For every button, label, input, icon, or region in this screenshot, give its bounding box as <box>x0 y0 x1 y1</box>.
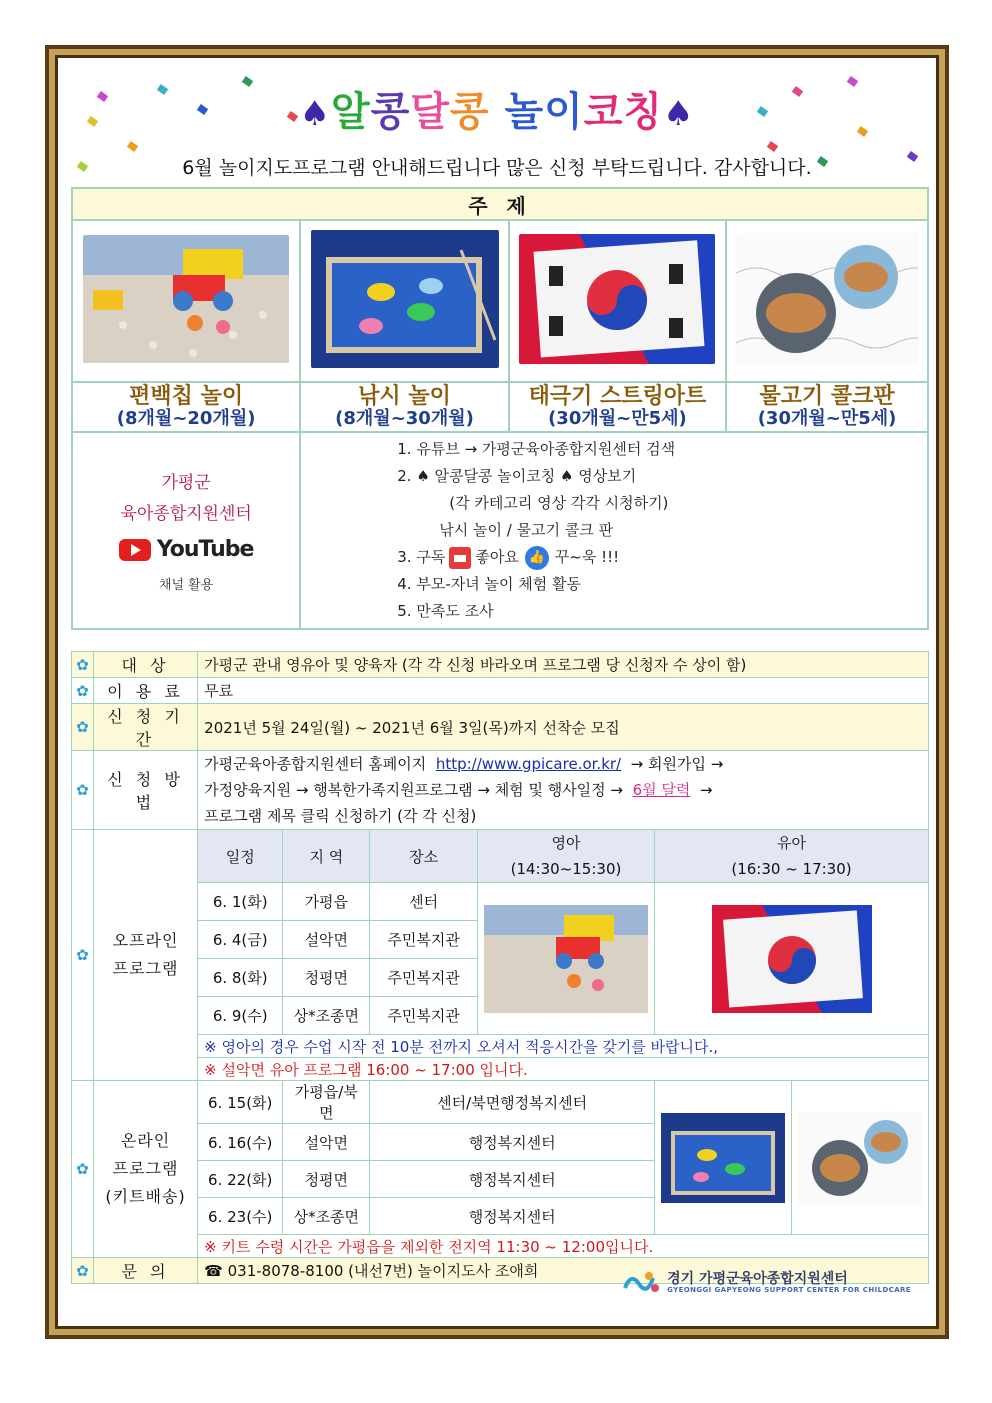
fish-cork-board-image <box>736 233 918 365</box>
confetti-decoration <box>127 141 138 152</box>
topic-age: (8개월~20개월) <box>116 408 256 430</box>
schedule-place: 주민복지관 <box>370 959 478 997</box>
flower-icon: ✿ <box>72 1258 94 1284</box>
spade-icon: ♠ <box>299 94 331 134</box>
flower-icon: ✿ <box>72 652 94 678</box>
flower-icon: ✿ <box>72 751 94 830</box>
online-label-line2: 프로그램 <box>112 1159 179 1178</box>
title-char: 콩 <box>370 89 411 135</box>
offline-label-line1: 오프라인 <box>112 931 179 950</box>
topic-name: 낚시 놀이 <box>358 384 451 409</box>
homepage-link[interactable]: http://www.gpicare.or.kr/ <box>435 755 622 773</box>
schedule-date: 6. 22(화) <box>198 1161 283 1198</box>
method-line2: 가정양육지원 → 행복한가족지원프로그램 → 체험 및 행사일정 → <box>204 781 624 799</box>
period-label: 신 청 기 간 <box>93 704 197 751</box>
youtube-play-icon <box>119 539 151 561</box>
fish-cork-board-image <box>798 1112 922 1204</box>
flower-icon: ✿ <box>72 678 94 704</box>
youtube-channel-panel <box>72 432 300 629</box>
offline-note-1: ※ 영아의 경우 수업 시작 전 10분 전까지 오셔서 적응시간을 갖기를 바랍니다., <box>198 1035 929 1058</box>
step-4: 4. 부모-자녀 놀이 체험 활동 <box>397 575 581 593</box>
fee-label: 이 용 료 <box>93 678 197 704</box>
frame-border <box>49 49 945 1335</box>
youtube-logo[interactable] <box>119 537 254 562</box>
online-label-line3: (키트배송) <box>105 1187 186 1206</box>
target-value: 가평군 관내 영유아 및 양육자 (각 각 신청 바라오며 프로그램 당 신청자 수 상이 함) <box>198 652 929 678</box>
step-2: 2. ♠ 알콩달콩 놀이코칭 ♠ 영상보기 <box>397 467 637 485</box>
schedule-date: 6. 9(수) <box>198 997 283 1035</box>
target-label: 대 상 <box>93 652 197 678</box>
schedule-place: 주민복지관 <box>370 997 478 1035</box>
flower-icon: ✿ <box>72 830 94 1081</box>
method-line2-end: → <box>699 781 713 799</box>
cypress-chip-play-image <box>83 235 289 363</box>
topic-photo-taegeukgi <box>509 220 726 382</box>
online-label <box>93 1081 197 1258</box>
channel-caption: 채널 활용 <box>158 578 214 594</box>
calendar-link[interactable]: 6월 달력 <box>632 781 691 799</box>
step-2-sub: (각 카테고리 영상 각각 시청하기) <box>449 494 669 512</box>
schedule-area: 상*조종면 <box>283 1198 370 1235</box>
title-char: 놀이 <box>489 89 584 135</box>
schedule-area: 상*조종면 <box>283 997 370 1035</box>
method-label: 신 청 방 법 <box>93 751 197 830</box>
schedule-area: 가평읍 <box>283 883 370 921</box>
program-info-table <box>71 651 929 1284</box>
flyer-page <box>58 58 936 1326</box>
youtube-logo-text: YouTube <box>156 537 254 563</box>
infant-program-photo <box>477 883 654 1035</box>
col-date: 일정 <box>198 830 283 883</box>
schedule-place: 행정복지센터 <box>370 1198 655 1235</box>
schedule-place: 주민복지관 <box>370 921 478 959</box>
schedule-area: 설악면 <box>283 921 370 959</box>
youtube-steps <box>300 432 928 629</box>
step-3-like: 좋아요 <box>475 548 519 566</box>
method-line1-end: → 회원가입 → <box>630 755 724 773</box>
title-char: 콩 <box>449 89 490 135</box>
col-infant <box>477 830 654 883</box>
step-2-sub2: 낚시 놀이 / 물고기 콜크 판 <box>439 521 614 539</box>
schedule-date: 6. 23(수) <box>198 1198 283 1235</box>
center-logo <box>621 1268 911 1298</box>
schedule-area: 설악면 <box>283 1124 370 1161</box>
online-photo-fish-cork <box>792 1081 929 1235</box>
online-label-line1: 온라인 <box>120 1131 171 1150</box>
flower-icon: ✿ <box>72 1081 94 1258</box>
schedule-place: 행정복지센터 <box>370 1161 655 1198</box>
center-logo-icon <box>621 1268 661 1298</box>
topic-age: (30개월~만5세) <box>757 408 897 430</box>
topic-photo-cypress <box>72 220 300 382</box>
topic-fish-cork <box>726 382 928 432</box>
toddler-program-photo <box>655 883 929 1035</box>
schedule-date: 6. 1(화) <box>198 883 283 921</box>
schedule-area: 청평면 <box>283 1161 370 1198</box>
topic-name: 편백칩 놀이 <box>129 384 244 409</box>
topic-age: (30개월~만5세) <box>548 408 687 430</box>
online-photo-fishing <box>655 1081 792 1235</box>
method-line3: 프로그램 제목 클릭 신청하기 (각 각 신청) <box>204 807 477 825</box>
col-infant-time: (14:30~15:30) <box>510 860 622 878</box>
org-name-line1: 가평군 <box>161 472 211 493</box>
col-toddler-time: (16:30 ~ 17:30) <box>731 860 852 878</box>
frame-inner-border <box>55 55 939 1329</box>
topic-fishing <box>300 382 509 432</box>
col-area: 지 역 <box>283 830 370 883</box>
title-char: 알 <box>330 89 371 135</box>
col-place: 장소 <box>370 830 478 883</box>
topic-photo-fish-cork <box>726 220 928 382</box>
step-3 <box>397 544 927 571</box>
spade-icon: ♠ <box>663 94 695 134</box>
step-3-press: 꾸~욱 !!! <box>554 548 620 566</box>
fishing-play-image <box>311 230 499 368</box>
contact-label: 문 의 <box>93 1258 197 1284</box>
topic-photo-fishing <box>300 220 509 382</box>
page-frame <box>45 45 949 1339</box>
topics-table <box>71 187 929 630</box>
contact-value: ☎ 031-8078-8100 (내선7번) 놀이지도사 조애희 <box>198 1258 929 1284</box>
schedule-date: 6. 16(수) <box>198 1124 283 1161</box>
col-infant-title: 영아 <box>551 834 581 852</box>
online-note: ※ 키트 수령 시간은 가평읍을 제외한 전지역 11:30 ~ 12:00입니다. <box>198 1235 929 1258</box>
col-toddler-title: 유아 <box>777 834 806 852</box>
topic-age: (8개월~30개월) <box>335 408 474 430</box>
topic-taegeukgi <box>509 382 726 432</box>
offline-label <box>93 830 197 1081</box>
taegeukgi-string-art-image <box>519 234 715 364</box>
offline-label-line2: 프로그램 <box>112 959 179 978</box>
step-5: 5. 만족도 조사 <box>397 602 494 620</box>
topic-name: 물고기 콜크판 <box>759 384 895 409</box>
title-char: 달 <box>410 89 450 135</box>
thumbs-up-icon: 👍 <box>525 546 549 570</box>
confetti-decoration <box>767 141 778 152</box>
cypress-chip-play-image <box>484 905 648 1013</box>
schedule-place: 센터 <box>370 883 478 921</box>
col-toddler <box>655 830 929 883</box>
topic-name: 태극기 스트링아트 <box>528 384 707 409</box>
schedule-date: 6. 8(화) <box>198 959 283 997</box>
method-value <box>198 751 929 830</box>
schedule-date: 6. 4(금) <box>198 921 283 959</box>
subscribe-icon <box>449 547 471 569</box>
method-line1: 가평군육아종합지원센터 홈페이지 <box>204 755 427 773</box>
org-name-line2: 육아종합지원센터 <box>120 503 252 524</box>
schedule-place: 행정복지센터 <box>370 1124 655 1161</box>
schedule-place: 센터/북면행정복지센터 <box>370 1081 655 1124</box>
title-char: 코칭 <box>583 89 664 135</box>
fee-value: 무료 <box>198 678 929 704</box>
step-1: 1. 유튜브 → 가평군육아종합지원센터 검색 <box>397 440 676 458</box>
fishing-play-image <box>661 1113 785 1203</box>
step-3-subscribe: 3. 구독 <box>397 548 446 566</box>
taegeukgi-string-art-image <box>712 905 872 1013</box>
topic-cypress <box>72 382 300 432</box>
schedule-area: 가평읍/북면 <box>283 1081 370 1124</box>
page-subtitle: 6월 놀이지도프로그램 안내해드립니다 많은 신청 부탁드립니다. 감사합니다. <box>182 157 812 179</box>
period-value: 2021년 5월 24일(월) ~ 2021년 6월 3일(목)까지 선착순 모집 <box>198 704 929 751</box>
schedule-date: 6. 15(화) <box>198 1081 283 1124</box>
page-title <box>58 80 936 137</box>
flower-icon: ✿ <box>72 704 94 751</box>
schedule-area: 청평면 <box>283 959 370 997</box>
center-logo-subtitle: GYEONGGI GAPYEONG SUPPORT CENTER FOR CHILDCARE <box>667 1285 911 1294</box>
center-logo-name: 경기 가평군육아종합지원센터 <box>667 1270 848 1287</box>
offline-note-2: ※ 설악면 유아 프로그램 16:00 ~ 17:00 입니다. <box>198 1058 929 1081</box>
topics-heading: 주 제 <box>72 188 928 220</box>
